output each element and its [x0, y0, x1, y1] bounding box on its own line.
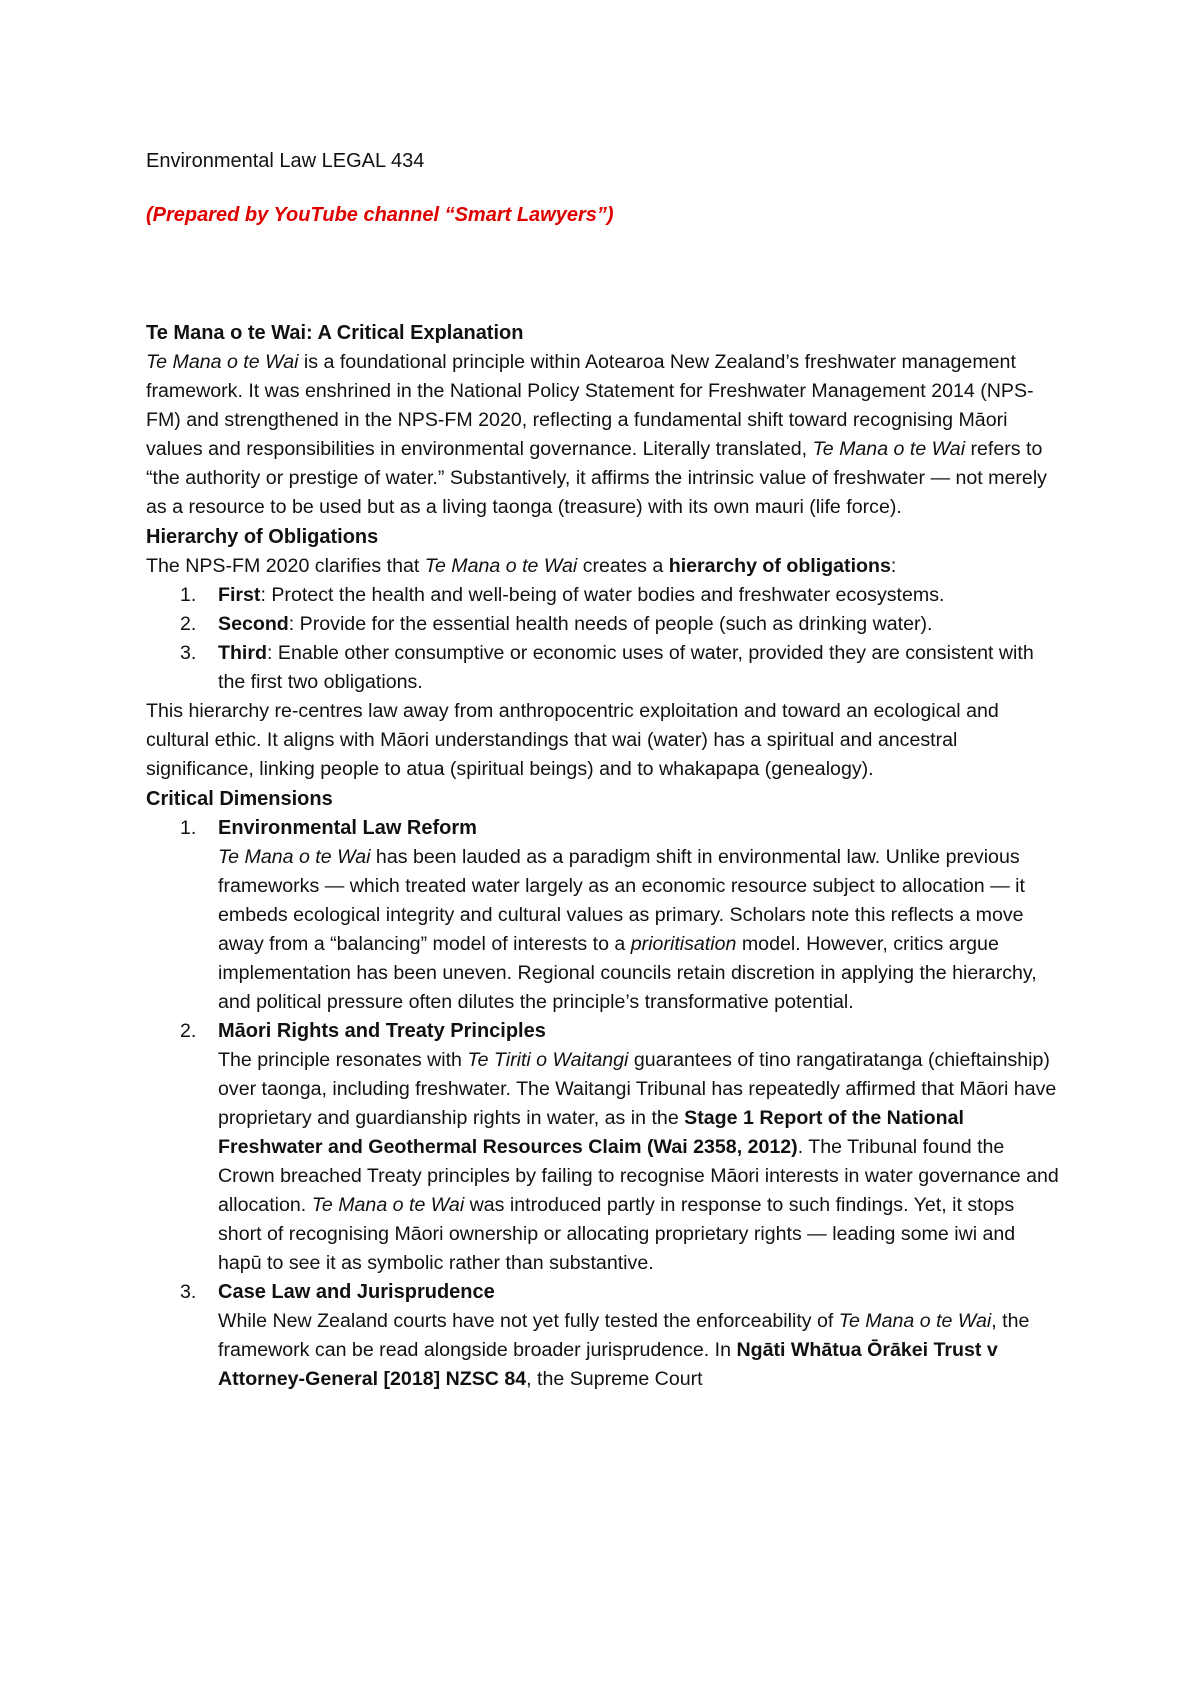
intro-paragraph — [146, 348, 1060, 522]
text-run: guarantees of tino rangatiratanga (chieftainship) over taonga, including freshwater. The Waitangi Tribunal has repeatedly affirmed that Māori have proprietary and guardianship rights in water, as in the — [218, 1049, 1057, 1129]
list-number: 1. — [180, 584, 197, 606]
italic-term: Te Mana o te Wai — [838, 1310, 992, 1332]
list-item — [146, 610, 1060, 639]
obligations-list — [146, 581, 1060, 697]
obligation-label: Third — [218, 642, 267, 664]
bold-citation: Stage 1 Report of the National Freshwater and Geothermal Resources Claim (Wai 2358, 2012) — [218, 1107, 964, 1158]
list-item — [146, 581, 1060, 610]
italic-term: Te Mana o te Wai — [218, 846, 371, 868]
text-run: was introduced partly in response to such findings. Yet, it stops short of recognising Māori ownership or allocating proprietary rights — leading some iwi and hapū to see it as symbolic rather than substantive. — [218, 1194, 1016, 1274]
dimension-body — [218, 1046, 1060, 1278]
obligation-label: Second — [218, 613, 289, 635]
obligation-text: : Provide for the essential health needs of people (such as drinking water). — [288, 613, 933, 635]
italic-term: prioritisation — [630, 933, 737, 955]
hierarchy-closing-paragraph: This hierarchy re-centres law away from anthropocentric exploitation and toward an ecological and cultural ethic. It aligns with Māori understandings that wai (water) has a spiritual and ancestral significance, linking people to atua (spiritual beings) and to whakapapa (genealogy). — [146, 700, 999, 780]
text-run: model. However, critics argue implementation has been uneven. Regional councils retain discretion in applying the hierarchy, and political pressure often dilutes the principle’s transformative potential. — [218, 933, 1037, 1013]
dimension-title: Case Law and Jurisprudence — [218, 1281, 495, 1303]
list-item — [146, 1017, 1060, 1278]
list-number: 3. — [180, 1281, 197, 1303]
document-title: Environmental Law LEGAL 434 — [146, 150, 425, 172]
text-run: The principle resonates with — [218, 1049, 468, 1071]
obligation-text: : Protect the health and well-being of water bodies and freshwater ecosystems. — [260, 584, 945, 606]
section-heading-hierarchy: Hierarchy of Obligations — [146, 526, 379, 548]
text-run: The NPS-FM 2020 clarifies that — [146, 555, 425, 577]
list-number: 2. — [180, 1020, 197, 1042]
dimension-title: Māori Rights and Treaty Principles — [218, 1020, 546, 1042]
text-run: creates a — [577, 555, 669, 577]
bold-citation: Ngāti Whātua Ōrākei Trust v Attorney-General [2018] NZSC 84 — [218, 1339, 998, 1390]
section-heading-critical-dimensions: Critical Dimensions — [146, 788, 333, 810]
text-run: refers to “the authority or prestige of water.” Substantively, it affirms the intrinsic value of freshwater — not merely as a resource to be used but as a living taonga (treasure) with its own mauri (life force). — [146, 438, 1047, 518]
italic-term: Te Mana o te Wai — [311, 1194, 465, 1216]
text-run: : — [890, 555, 897, 577]
italic-term: Te Tiriti o Waitangi — [467, 1049, 629, 1071]
prepared-by-note: (Prepared by YouTube channel “Smart Lawyers”) — [146, 204, 614, 226]
text-run: . The Tribunal found the Crown breached Treaty principles by failing to recognise Māori interests in water governance and allocation. — [218, 1136, 1059, 1216]
dimension-body — [218, 843, 1060, 1017]
hierarchy-intro — [146, 552, 1060, 581]
obligation-text: : Enable other consumptive or economic uses of water, provided they are consistent with the first two obligations. — [218, 642, 1034, 693]
dimension-title: Environmental Law Reform — [218, 817, 477, 839]
text-run: , the Supreme Court — [526, 1368, 703, 1390]
dimension-body — [218, 1307, 1060, 1394]
bold-term: hierarchy of obligations — [668, 555, 891, 577]
list-number: 3. — [180, 642, 197, 664]
text-run: has been lauded as a paradigm shift in environmental law. Unlike previous frameworks — which treated water largely as an economic resource subject to allocation — it embeds ecological integrity and cultural values as primary. Scholars note this reflects a move away from a “balancing” model of interests to a — [218, 846, 1025, 955]
text-run: , the framework can be read alongside broader jurisprudence. In — [218, 1310, 1030, 1361]
text-run: While New Zealand courts have not yet fully tested the enforceability of — [218, 1310, 839, 1332]
section-heading-te-mana: Te Mana o te Wai: A Critical Explanation — [146, 322, 524, 344]
obligation-label: First — [218, 584, 261, 606]
text-run: is a foundational principle within Aotearoa New Zealand’s freshwater management framework. It was enshrined in the National Policy Statement for Freshwater Management 2014 (NPS-FM) and strengthened in the NPS-FM 2020, reflecting a fundamental shift toward recognising Māori values and responsibilities in environmental governance. Literally translated, — [146, 351, 1034, 460]
list-item — [146, 1278, 1060, 1394]
italic-term: Te Mana o te Wai — [812, 438, 966, 460]
list-item — [146, 814, 1060, 1017]
italic-term: Te Mana o te Wai — [146, 351, 299, 373]
list-item — [146, 639, 1060, 697]
list-number: 2. — [180, 613, 197, 635]
list-number: 1. — [180, 817, 197, 839]
italic-term: Te Mana o te Wai — [424, 555, 578, 577]
critical-dimensions-list — [146, 814, 1060, 1394]
